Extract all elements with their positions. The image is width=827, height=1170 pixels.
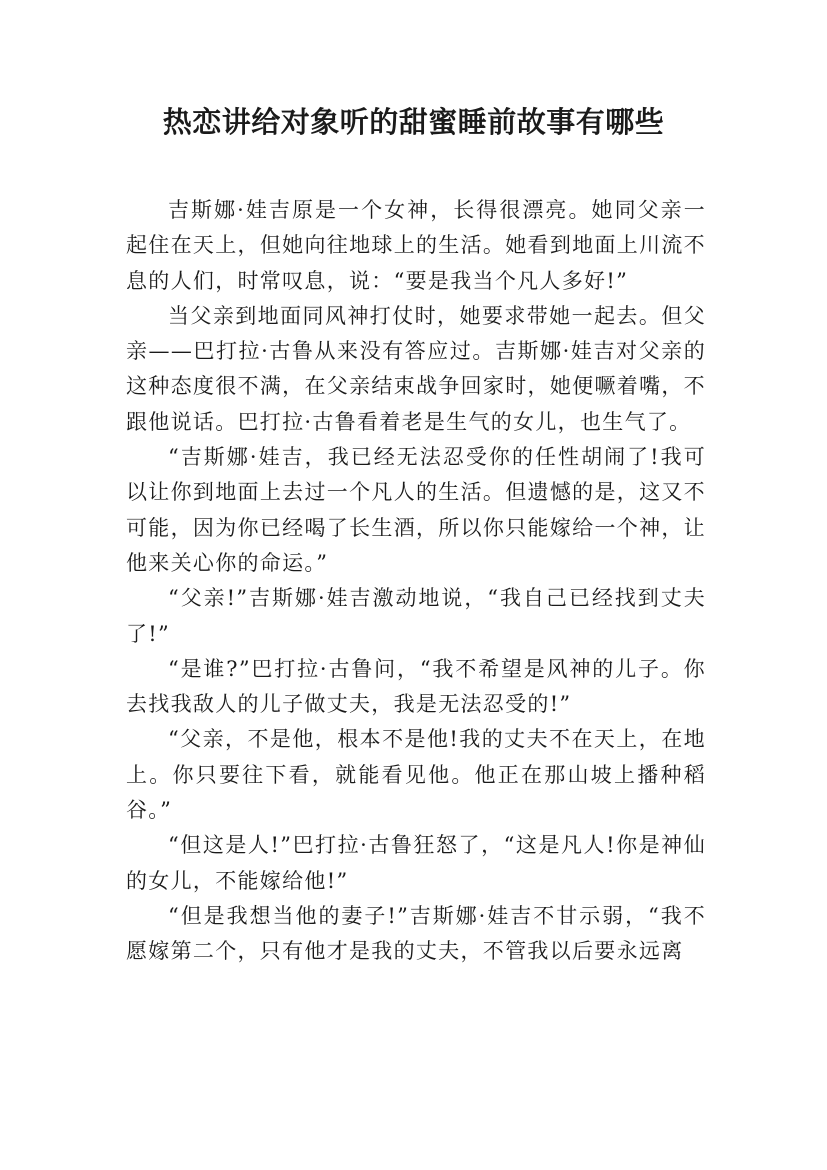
paragraph-6: “父亲，不是他，根本不是他!我的丈夫不在天上，在地上。你只要往下看，就能看见他。他正在那山坡上播种稻谷。”: [126, 727, 706, 823]
paragraph-1: 吉斯娜·娃吉原是一个女神，长得很漂亮。她同父亲一起住在天上，但她向往地球上的生活。她看到地面上川流不息的人们，时常叹息，说：“要是我当个凡人多好!”: [126, 198, 706, 293]
document-body: [126, 193, 706, 970]
paragraph-2: 当父亲到地面同风神打仗时，她要求带她一起去。但父亲——巴打拉·古鲁从来没有答应过。吉斯娜·娃吉对父亲的这种态度很不满，在父亲结束战争回家时，她便噘着嘴，不跟他说话。巴打拉·古鲁看着老是生气的女儿，也生气了。: [126, 303, 706, 434]
paragraph-3: “吉斯娜·娃吉，我已经无法忍受你的任性胡闹了!我可以让你到地面上去过一个凡人的生活。但遗憾的是，这又不可能，因为你已经喝了长生酒，所以你只能嫁给一个神，让他来关心你的命运。”: [126, 445, 706, 575]
paragraph-8: “但是我想当他的妻子!”吉斯娜·娃吉不甘示弱，“我不愿嫁第二个，只有他才是我的丈夫，不管我以后要永远离: [126, 903, 706, 964]
document-title: 热恋讲给对象听的甜蜜睡前故事有哪些: [162, 105, 665, 139]
paragraph-7: “但这是人!”巴打拉·古鲁狂怒了，“这是凡人!你是神仙的女儿，不能嫁给他!”: [126, 833, 706, 893]
paragraph-5: “是谁?”巴打拉·古鲁问，“我不希望是风神的儿子。你去找我敌人的儿子做丈夫，我是无法忍受的!”: [126, 656, 706, 717]
paragraph-4: “父亲!”吉斯娜·娃吉激动地说，“我自己已经找到丈夫了!”: [126, 586, 706, 646]
